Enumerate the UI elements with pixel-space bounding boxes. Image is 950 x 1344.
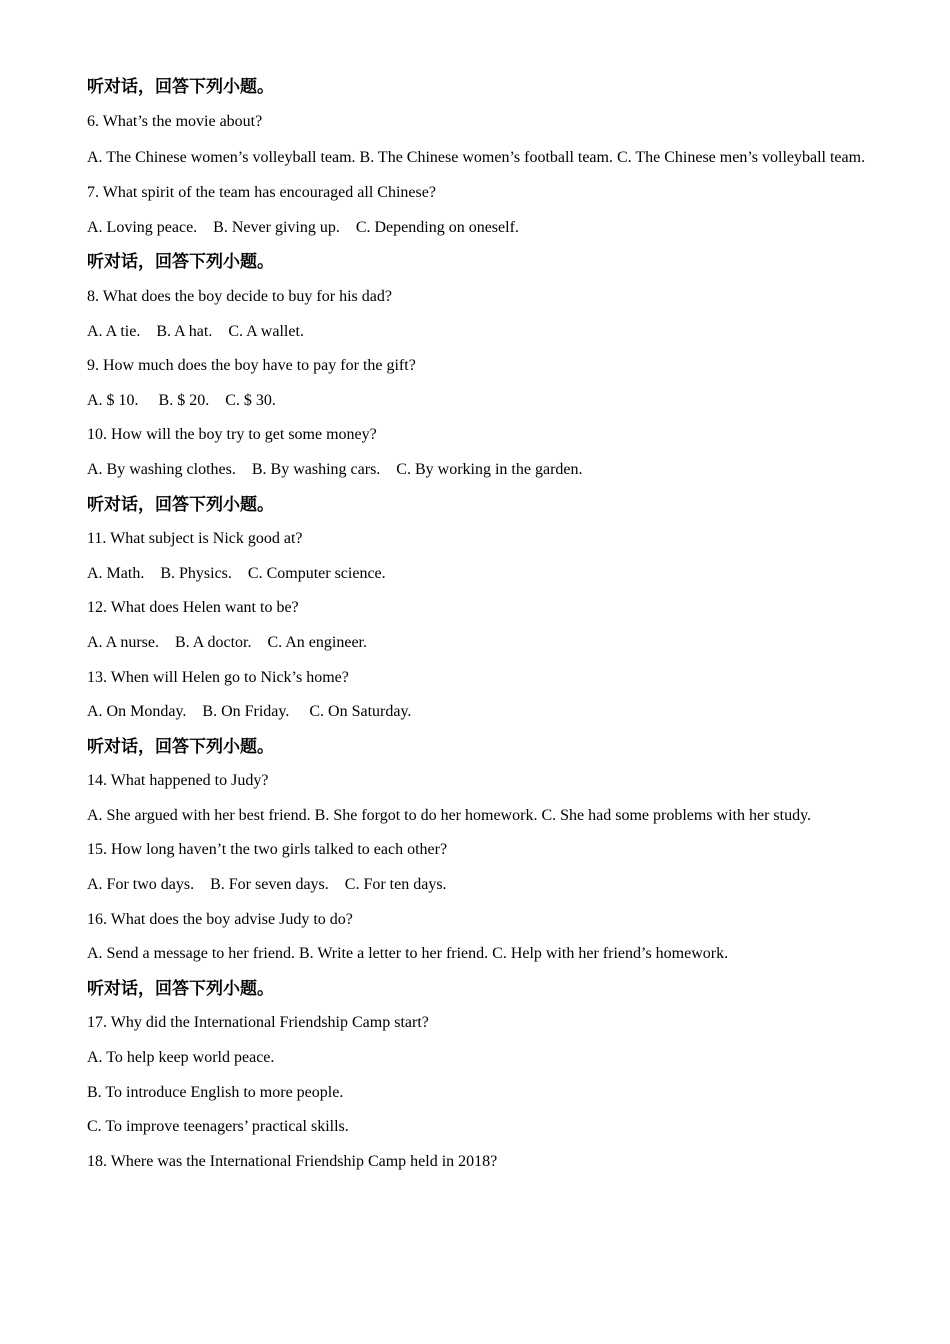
question-18: 18. Where was the International Friendship Camp held in 2018?	[87, 1152, 498, 1170]
section-heading: 听对话，回答下列小题。	[87, 736, 274, 757]
section-heading: 听对话，回答下列小题。	[87, 252, 274, 273]
question-12: 12. What does Helen want to be?	[87, 599, 299, 617]
question-6: 6. What’s the movie about?	[87, 112, 263, 130]
question-7: 7. What spirit of the team has encouraged all Chinese?	[87, 184, 436, 202]
options-15: A. For two days. B. For seven days. C. For ten days.	[87, 876, 447, 894]
section-heading: 听对话，回答下列小题。	[87, 77, 274, 97]
question-13: 13. When will Helen go to Nick’s home?	[87, 668, 349, 686]
options-14: A. She argued with her best friend. B. She forgot to do her homework. C. She had some problems with her study.	[87, 806, 812, 824]
option-17-b: B. To introduce English to more people.	[87, 1083, 344, 1101]
options-13: A. On Monday. B. On Friday. C. On Saturday.	[87, 703, 412, 721]
options-9: A. $ 10. B. $ 20. C. $ 30.	[87, 391, 276, 409]
question-16: 16. What does the boy advise Judy to do?	[87, 910, 353, 928]
section-heading: 听对话，回答下列小题。	[87, 978, 274, 999]
options-12: A. A nurse. B. A doctor. C. An engineer.	[87, 633, 367, 651]
document-page	[87, 70, 877, 1179]
question-17: 17. Why did the International Friendship Camp start?	[87, 1014, 429, 1032]
question-14: 14. What happened to Judy?	[87, 772, 269, 790]
option-17-c: C. To improve teenagers’ practical skills.	[87, 1118, 349, 1136]
option-17-a: A. To help keep world peace.	[87, 1049, 275, 1067]
options-8: A. A tie. B. A hat. C. A wallet.	[87, 322, 304, 340]
section-heading: 听对话，回答下列小题。	[87, 494, 274, 515]
options-10: A. By washing clothes. B. By washing cars. C. By working in the garden.	[87, 460, 583, 478]
question-11: 11. What subject is Nick good at?	[87, 530, 303, 548]
question-9: 9. How much does the boy have to pay for the gift?	[87, 357, 416, 375]
options-16: A. Send a message to her friend. B. Write a letter to her friend. C. Help with her friend’s homework.	[87, 945, 729, 963]
options-11: A. Math. B. Physics. C. Computer science.	[87, 564, 386, 582]
options-7: A. Loving peace. B. Never giving up. C. Depending on oneself.	[87, 218, 519, 236]
question-10: 10. How will the boy try to get some money?	[87, 426, 377, 444]
question-8: 8. What does the boy decide to buy for his dad?	[87, 287, 392, 305]
options-6: A. The Chinese women’s volleyball team. B. The Chinese women’s football team. C. The Chinese men’s volleyball team.	[87, 149, 866, 167]
question-15: 15. How long haven’t the two girls talked to each other?	[87, 841, 448, 859]
